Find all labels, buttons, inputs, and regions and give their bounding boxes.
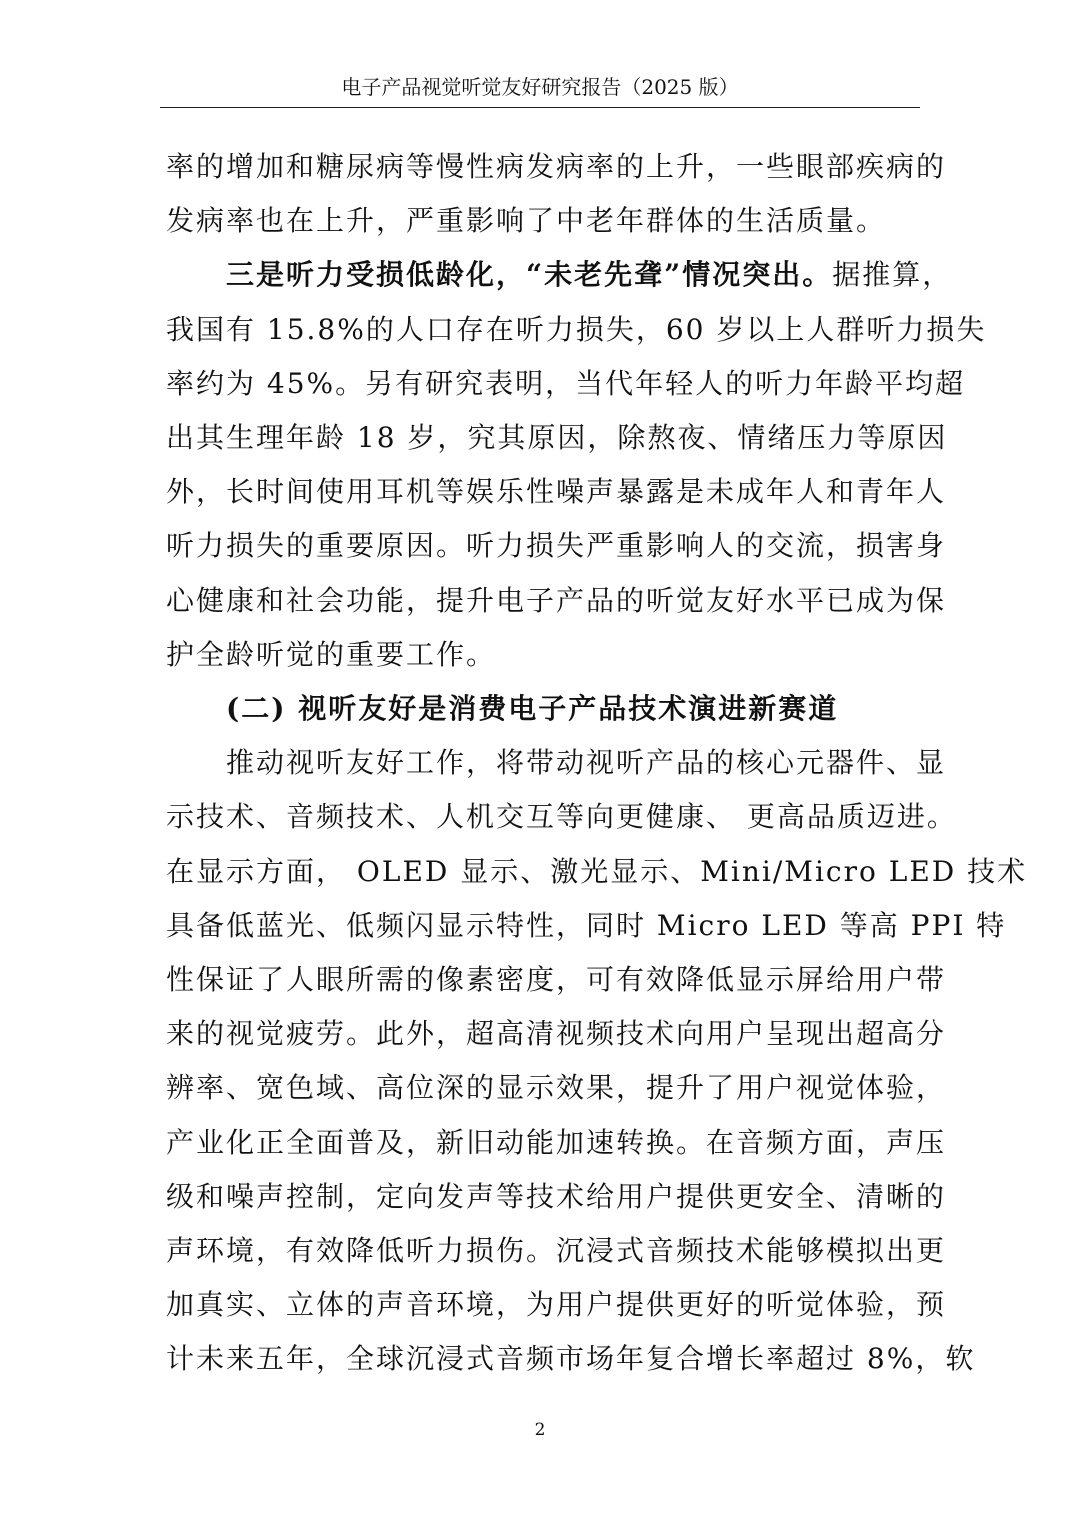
page-header: 电子产品视觉听觉友好研究报告（2025 版） bbox=[341, 75, 739, 99]
paragraph-line: 我国有 15.8%的人口存在听力损失，60 岁以上人群听力损失 bbox=[166, 312, 987, 346]
page-number: 2 bbox=[534, 1420, 546, 1440]
paragraph-line: 心健康和社会功能，提升电子产品的听觉友好水平已成为保 bbox=[166, 583, 947, 617]
paragraph-line: 来的视觉疲劳。此外，超高清视频技术向用户呈现出超高分 bbox=[166, 1017, 947, 1051]
paragraph-line: 辨率、宽色域、高位深的显示效果，提升了用户视觉体验， bbox=[166, 1071, 947, 1105]
bold-lead-text: 三是听力受损低龄化，“未老先聋”情况突出。 bbox=[226, 258, 833, 292]
paragraph-line: 率的增加和糖尿病等慢性病发病率的上升，一些眼部疾病的 bbox=[166, 150, 947, 183]
paragraph-line: 加真实、立体的声音环境，为用户提供更好的听觉体验，预 bbox=[166, 1288, 947, 1322]
paragraph-line: 护全龄听觉的重要工作。 bbox=[166, 637, 497, 671]
paragraph-line bbox=[166, 248, 953, 302]
paragraph-line: 在显示方面， OLED 显示、激光显示、Mini/Micro LED 技术 bbox=[166, 854, 1028, 888]
paragraph-line: 率约为 45%。另有研究表明，当代年轻人的听力年龄平均超 bbox=[166, 366, 966, 400]
paragraph-line: 推动视听友好工作，将带动视听产品的核心元器件、显 bbox=[226, 746, 947, 780]
paragraph-line: 具备低蓝光、低频闪显示特性，同时 Micro LED 等高 PPI 特 bbox=[166, 908, 1007, 942]
header-divider bbox=[160, 107, 920, 108]
paragraph-line: 示技术、音频技术、人机交互等向更健康、 更高品质迈进。 bbox=[166, 800, 957, 834]
paragraph-line: 出其生理年龄 18 岁，究其原因，除熬夜、情绪压力等原因 bbox=[166, 421, 948, 455]
paragraph-line: 发病率也在上升，严重影响了中老年群体的生活质量。 bbox=[166, 204, 887, 238]
paragraph-line: 级和噪声控制，定向发声等技术给用户提供更安全、清晰的 bbox=[166, 1179, 947, 1213]
section-heading: (二) 视听友好是消费电子产品技术演进新赛道 bbox=[226, 692, 839, 726]
body-text bbox=[166, 140, 1028, 1387]
paragraph-line: 外，长时间使用耳机等娱乐性噪声暴露是未成年人和青年人 bbox=[166, 475, 947, 509]
paragraph-line: 性保证了人眼所需的像素密度，可有效降低显示屏给用户带 bbox=[166, 963, 947, 997]
paragraph-line: 计未来五年，全球沉浸式音频市场年复合增长率超过 8%，软 bbox=[166, 1342, 976, 1376]
lead-continuation: 据推算， bbox=[832, 258, 953, 292]
paragraph-line: 产业化正全面普及，新旧动能加速转换。在音频方面，声压 bbox=[166, 1125, 947, 1159]
paragraph-line: 声环境，有效降低听力损伤。沉浸式音频技术能够模拟出更 bbox=[166, 1234, 947, 1268]
paragraph-line: 听力损失的重要原因。听力损失严重影响人的交流，损害身 bbox=[166, 529, 947, 563]
